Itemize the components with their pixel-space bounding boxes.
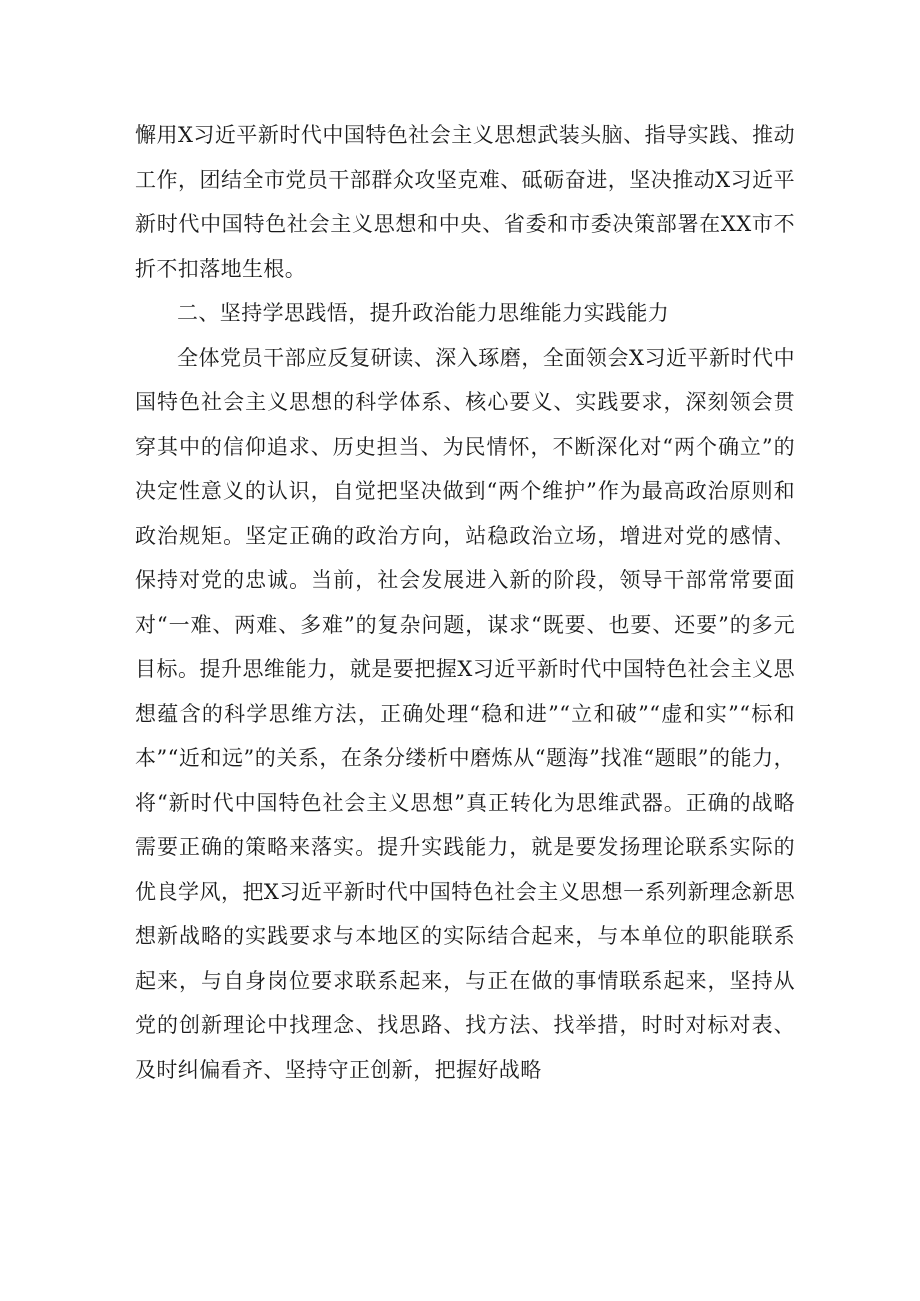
paragraph-body: 全体党员干部应反复研读、深入琢磨，全面领会X习近平新时代中国特色社会主义思想的科学体系、核心要义、实践要求，深刻领会贯穿其中的信仰追求、历史担当、为民情怀，不断深化对“两个确立”的决定性意义的认识，自觉把坚决做到“两个维护”作为最高政治原则和政治规矩。坚定正确的政治方向，站稳政治立场，增进对党的感情、保持对党的忠诚。当前，社会发展进入新的阶段，领导干部常常要面对“一难、两难、多难”的复杂问题，谋求“既要、也要、还要”的多元目标。提升思维能力，就是要把握X习近平新时代中国特色社会主义思想蕴含的科学思维方法，正确处理“稳和进”“立和破”“虚和实”“标和本”“近和远”的关系，在条分缕析中磨炼从“题海”找准“题眼”的能力，将“新时代中国特色社会主义思想”真正转化为思维武器。正确的战略需要正确的策略来落实。提升实践能力，就是要发扬理论联系实际的优良学风，把X习近平新时代中国特色社会主义思想一系列新理念新思想新战略的实践要求与本地区的实际结合起来，与本单位的职能联系起来，与自身岗位要求联系起来，与正在做的事情联系起来，坚持从党的创新理论中找理念、找思路、找方法、找举措，时时对标对表、及时纠偏看齐、坚持守正创新，把握好战略 (135, 345, 795, 1082)
section-heading: 二、坚持学思践悟，提升政治能力思维能力实践能力 (177, 301, 670, 325)
paragraph-continuation: 懈用X习近平新时代中国特色社会主义思想武装头脑、指导实践、推动工作，团结全市党员干部群众攻坚克难、砥砺奋进，坚决推动X习近平新时代中国特色社会主义思想和中央、省委和市委决策部署在XX市不折不扣落地生根。 (135, 123, 795, 281)
document-page (135, 113, 795, 1092)
